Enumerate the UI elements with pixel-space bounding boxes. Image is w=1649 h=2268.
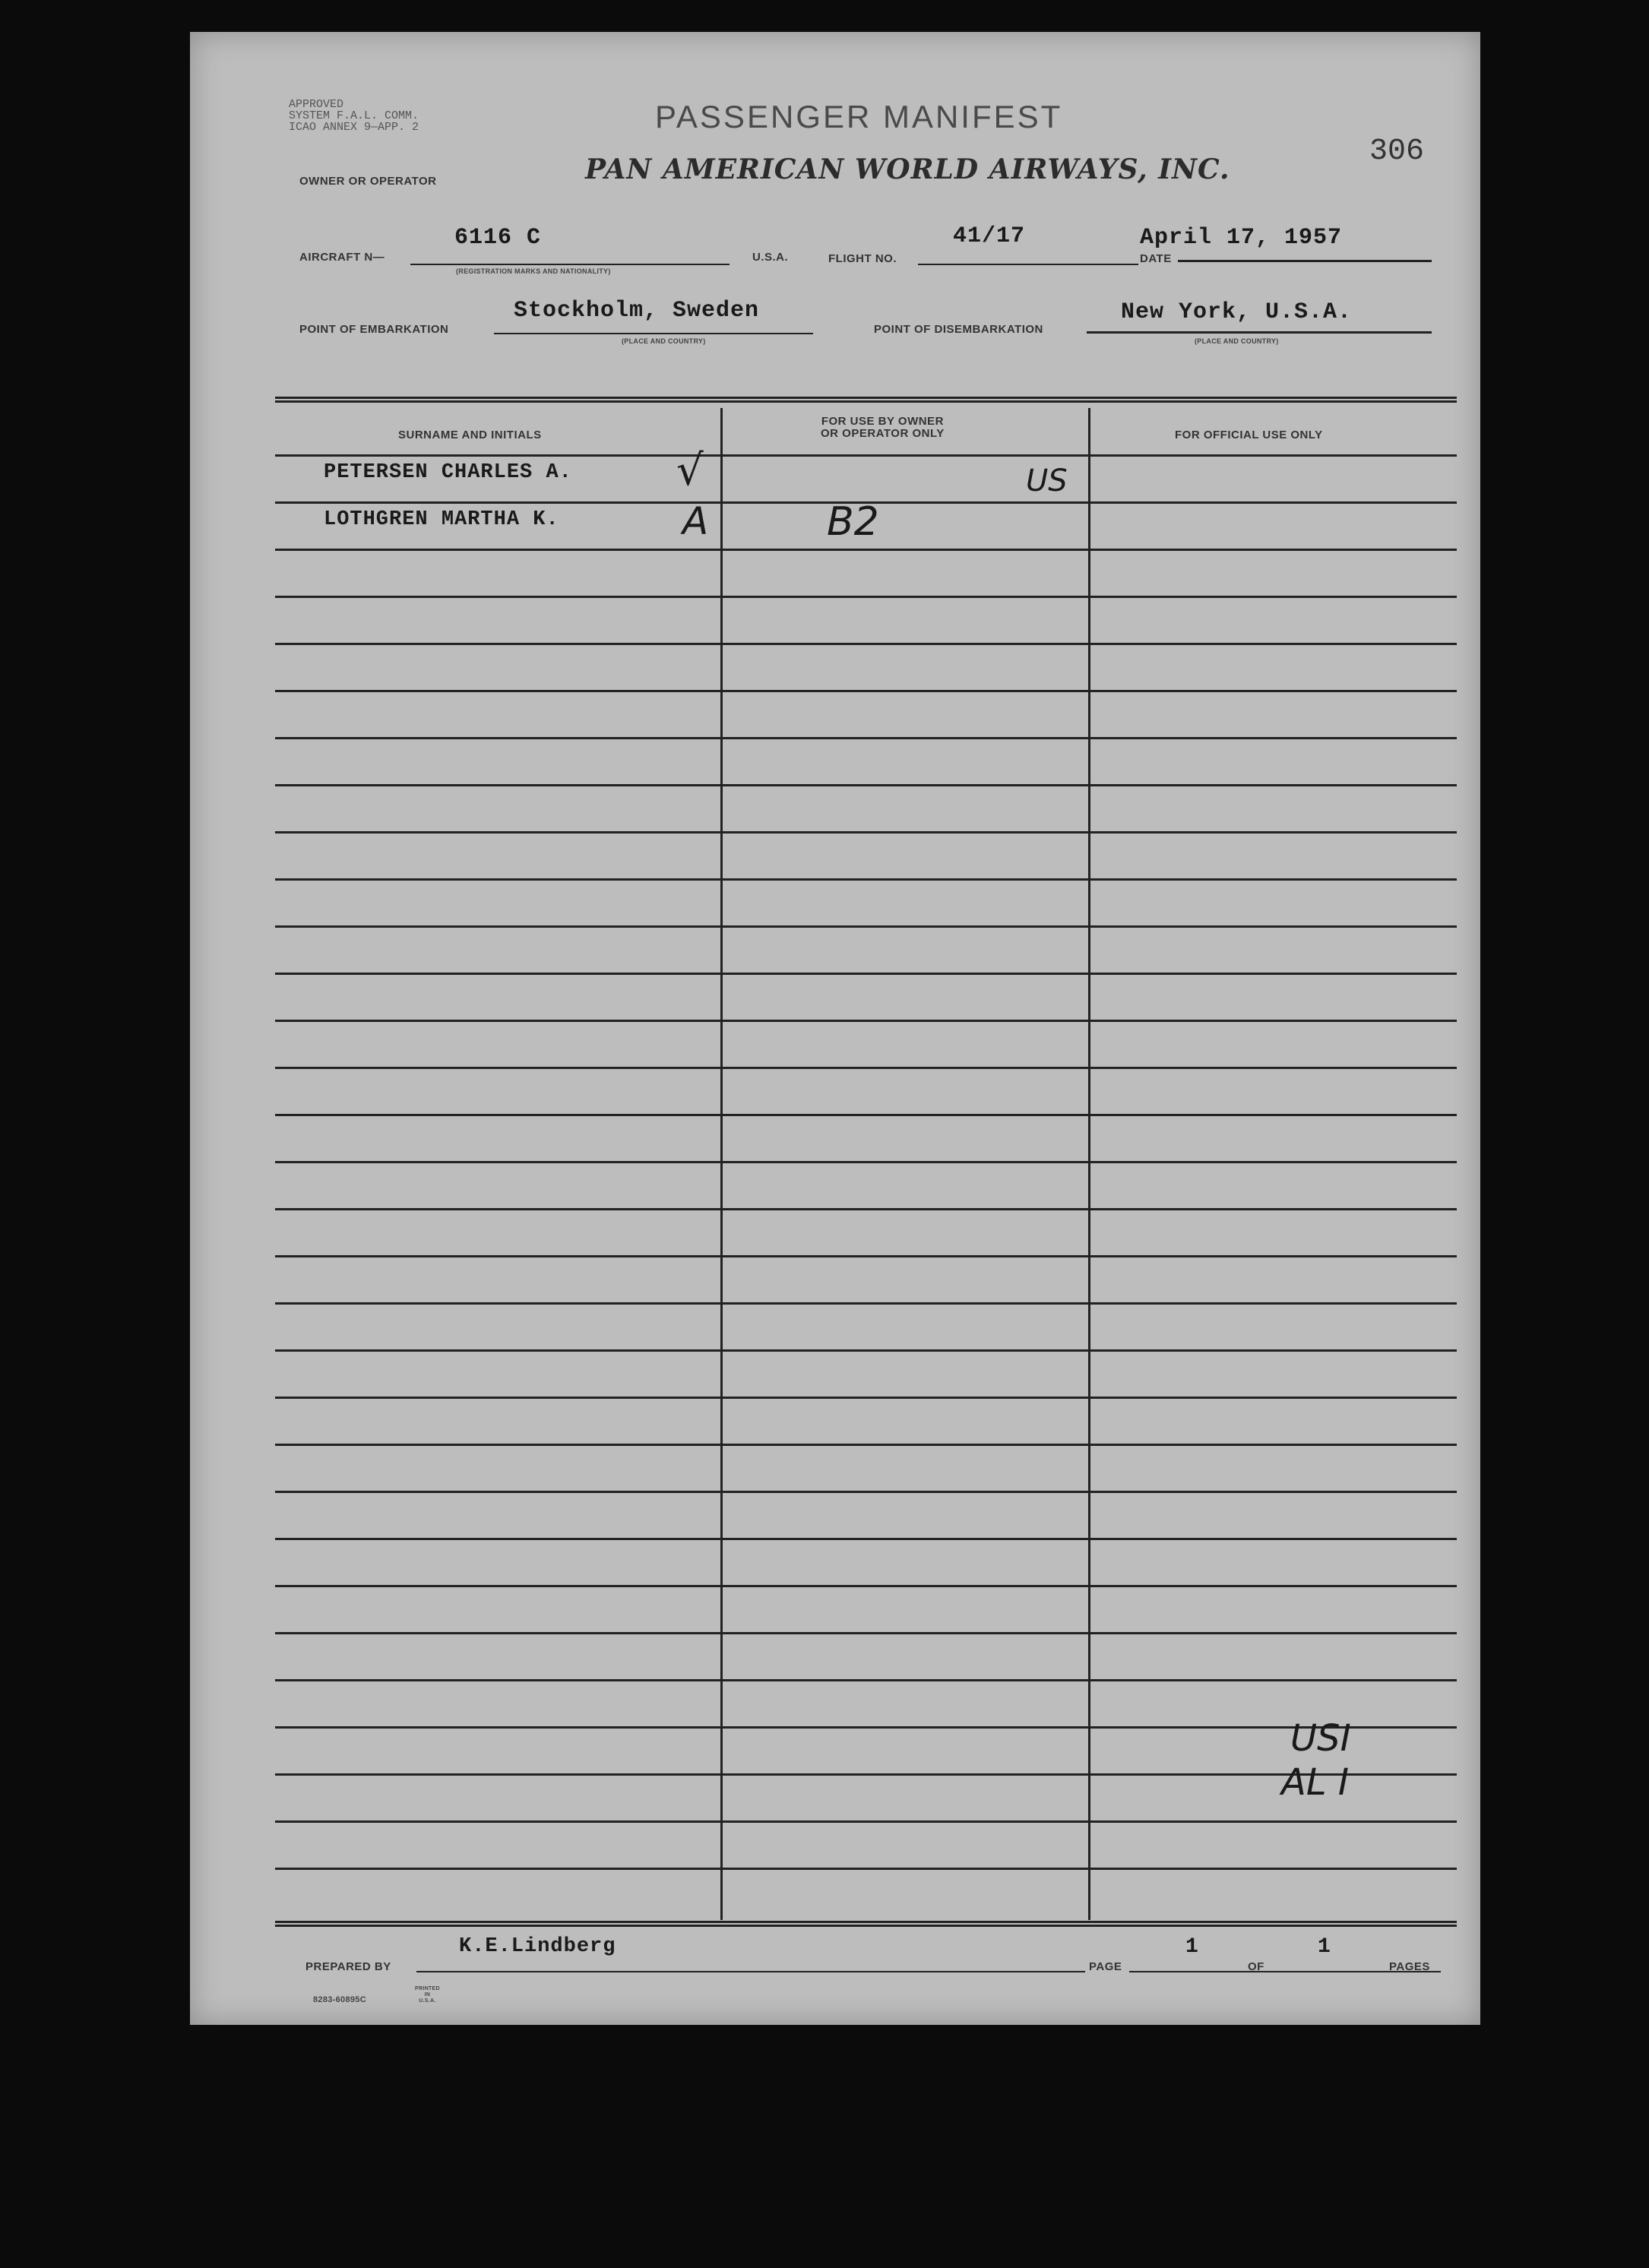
date-underline [1178,260,1432,262]
disembark-value: New York, U.S.A. [1121,299,1353,325]
prepared-underline [416,1971,1085,1972]
page-label: PAGE [1089,1960,1122,1973]
row-rule [275,1397,1457,1399]
row-rule [275,1302,1457,1305]
row-rule [275,1585,1457,1587]
form-number: 8283-60895C [313,1995,366,2004]
row-rule [275,549,1457,551]
printed-in-line: U.S.A. [419,1998,436,2004]
date-label: DATE [1140,252,1172,265]
row-rule [275,1349,1457,1352]
row-rule [275,1679,1457,1681]
aircraft-label: AIRCRAFT N— [299,251,385,264]
approval-stamp-line: SYSTEM F.A.L. COMM. [289,109,419,122]
visa-code: B2 [827,499,879,545]
row-rule [275,1632,1457,1634]
document-title: PASSENGER MANIFEST [655,99,1063,134]
of-value: 1 [1318,1935,1331,1959]
embark-underline [494,333,813,334]
row-rule [275,1726,1457,1729]
row-rule [275,925,1457,928]
col-header-official: FOR OFFICIAL USE ONLY [1175,429,1323,441]
row-rule [275,1114,1457,1116]
class-mark: A [682,499,709,543]
row-rule [275,878,1457,881]
row-rule [275,1020,1457,1022]
row-rule [275,1255,1457,1257]
embark-label: POINT OF EMBARKATION [299,323,449,336]
row-rule [275,831,1457,833]
row-rule [275,501,1457,504]
row-rule [275,596,1457,598]
col-header-owner-line: FOR USE BY OWNER [821,415,944,428]
embark-sublabel: (PLACE AND COUNTRY) [622,337,706,345]
table-top-border [275,397,1457,403]
approval-stamp-line: ICAO ANNEX 9—APP. 2 [289,121,419,134]
row-rule [275,784,1457,786]
owner-label: OWNER OR OPERATOR [299,175,437,188]
passenger-name-2: LOTHGREN MARTHA K. [324,508,559,531]
date-value: April 17, 1957 [1140,225,1343,251]
row-rule [275,1491,1457,1493]
row-rule [275,973,1457,975]
header-rule [275,454,1457,457]
row-rule [275,643,1457,645]
check-mark: √ [676,446,704,495]
col-header-owner-line: OR OPERATOR ONLY [821,427,945,440]
printed-in-line: PRINTED [415,1986,440,1991]
column-divider-2 [1088,408,1090,1920]
flight-label: FLIGHT NO. [828,252,897,265]
page-stamp: 306 [1369,134,1425,169]
aircraft-underline [410,264,730,265]
prepared-label: PREPARED BY [305,1960,391,1973]
row-rule [275,690,1457,692]
nationality-code-1: US [1026,463,1068,498]
row-rule [275,1067,1457,1069]
col-header-owner [821,416,945,440]
disembark-label: POINT OF DISEMBARKATION [874,323,1043,336]
aircraft-value: 6116 C [454,225,542,251]
printed-in-line: IN [424,1992,431,1998]
col-header-surname: SURNAME AND INITIALS [398,429,542,441]
page-value: 1 [1185,1935,1199,1959]
row-rule [275,1161,1457,1163]
row-rule [275,1208,1457,1210]
row-rule [275,1538,1457,1540]
approval-stamp-line: APPROVED [289,98,344,111]
official-note-2: AL I [1281,1761,1349,1804]
row-rule [275,1773,1457,1776]
embark-value: Stockholm, Sweden [514,298,760,324]
row-rule [275,1444,1457,1446]
flight-value: 41/17 [953,223,1026,249]
aircraft-sublabel: (REGISTRATION MARKS AND NATIONALITY) [456,267,611,275]
printed-in-mark [415,1986,440,2004]
row-rule [275,1868,1457,1870]
column-divider-1 [720,408,723,1920]
approval-stamp [289,99,419,133]
official-note-1: USI [1290,1717,1351,1760]
pages-label: PAGES [1389,1960,1430,1973]
prepared-value: K.E.Lindberg [459,1935,616,1958]
disembark-sublabel: (PLACE AND COUNTRY) [1195,337,1279,345]
usa-label: U.S.A. [752,251,789,264]
passenger-name-1: PETERSEN CHARLES A. [324,461,572,484]
flight-underline [918,264,1138,265]
table-bottom-border [275,1921,1457,1927]
disembark-underline [1087,331,1432,334]
manifest-sheet [190,32,1480,2025]
row-rule [275,737,1457,739]
of-label: OF [1248,1960,1264,1973]
row-rule [275,1820,1457,1823]
company-name: PAN AMERICAN WORLD AIRWAYS, INC. [585,153,1230,185]
